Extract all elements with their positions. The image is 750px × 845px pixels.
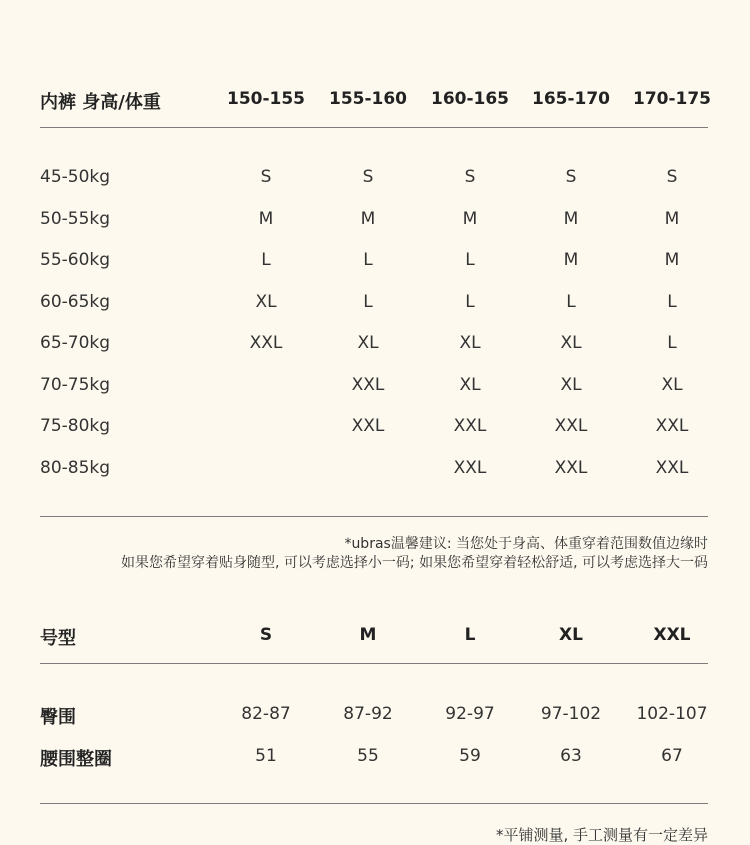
weight-label: 70-75kg [40,374,111,395]
waist-value: 55 [357,746,379,766]
weight-label: 65-70kg [40,333,111,353]
size-cell: XXL [249,333,283,353]
footnote: *平铺测量, 手工测量有一定差异 [495,826,708,844]
size-cell: XXL [351,416,385,436]
size-cell: S [260,167,272,187]
size-table-header-label: 内裤 身高/体重 [40,92,161,113]
size-cell: XL [357,333,379,353]
size-cell: XL [255,291,277,312]
size-cell: S [362,167,374,187]
weight-label: 80-85kg [40,457,111,478]
size-cell: XL [560,333,582,353]
measure-table-header-label: 号型 [40,628,76,649]
measure-header-divider [40,663,708,664]
size-cell: M [563,208,579,229]
height-header: 160-165 [430,89,510,109]
height-header: 170-175 [632,89,712,109]
size-cell: M [258,208,274,229]
waist-value: 51 [255,746,277,766]
size-cell: S [464,167,476,187]
size-cell: XL [560,374,582,395]
height-header: 155-160 [328,89,408,109]
weight-label: 45-50kg [40,167,111,187]
size-cell: M [664,208,680,229]
size-cell: XXL [453,457,487,478]
size-header: L [464,625,476,645]
hip-value: 97-102 [540,704,602,724]
hip-value: 82-87 [241,704,291,724]
waist-value: 67 [661,746,683,766]
size-cell: M [664,250,680,270]
waist-value: 59 [459,746,481,766]
size-cell: XXL [453,416,487,436]
size-header: M [359,625,377,645]
weight-label: 50-55kg [40,208,111,229]
size-cell: XXL [655,457,689,478]
size-header: S [259,625,273,645]
size-cell: L [465,291,475,312]
size-cell: XXL [351,374,385,395]
size-cell: L [566,291,576,312]
size-cell: M [462,208,478,229]
waist-value: 63 [560,746,582,766]
hip-value: 87-92 [343,704,393,724]
advice-note-line1: *ubras温馨建议: 当您处于身高、体重穿着范围数值边缘时 [344,536,708,552]
height-header: 165-170 [531,89,611,109]
advice-note-line2: 如果您希望穿着贴身随型, 可以考虑选择小一码; 如果您希望穿着轻松舒适, 可以考虑选择大一码 [121,555,708,571]
size-cell: L [261,250,271,270]
size-cell: S [666,167,678,187]
header-divider [40,127,708,128]
size-cell: L [363,291,373,312]
hip-value: 102-107 [636,704,708,724]
size-cell: S [565,167,577,187]
table-bottom-divider [40,516,708,517]
hip-label: 臀围 [40,707,76,728]
size-cell: XL [661,374,683,395]
size-cell: L [363,250,373,270]
height-header: 150-155 [226,89,306,109]
size-cell: M [360,208,376,229]
size-cell: XL [459,374,481,395]
size-cell: XXL [554,416,588,436]
hip-value: 92-97 [445,704,495,724]
size-cell: XXL [655,416,689,436]
size-cell: XL [459,333,481,353]
size-cell: M [563,250,579,270]
size-cell: XXL [554,457,588,478]
weight-label: 75-80kg [40,416,111,436]
size-cell: L [667,291,677,312]
weight-label: 60-65kg [40,291,111,312]
weight-label: 55-60kg [40,250,111,270]
size-header: XL [559,625,583,645]
waist-label: 腰围整圈 [40,749,112,770]
size-header: XXL [653,625,691,645]
size-cell: L [465,250,475,270]
size-cell: L [667,333,677,353]
measure-bottom-divider [40,803,708,804]
